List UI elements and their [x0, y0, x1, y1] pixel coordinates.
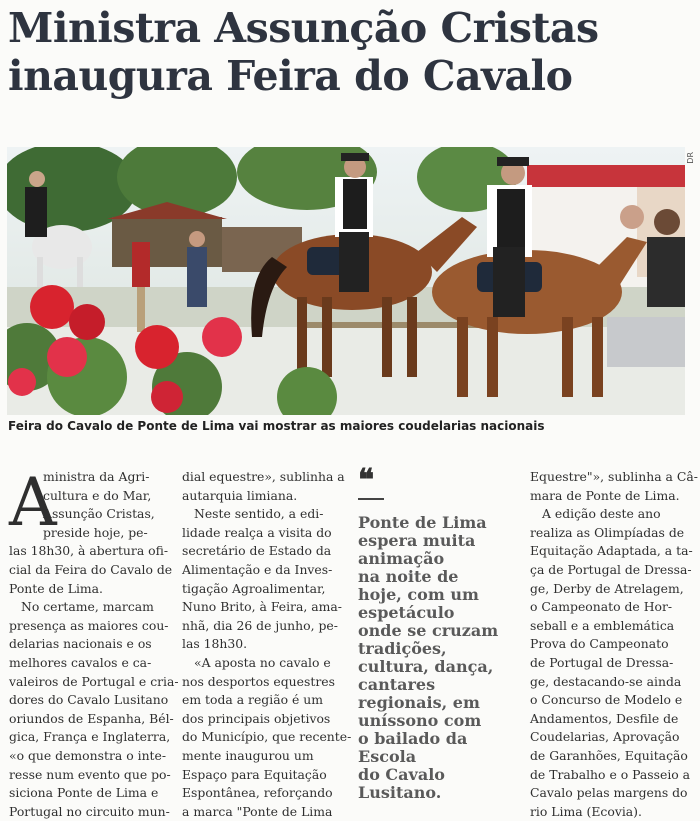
text-line: Portugal no circuito mun- — [9, 803, 170, 819]
text-line: No certame, marcam — [21, 599, 154, 615]
text-line: o Campeonato de Hor- — [530, 599, 673, 615]
text-line: nhã, dia 26 de junho, pe- — [182, 617, 338, 633]
quote-line: cultura, dança, — [358, 657, 494, 676]
quote-line: Escola — [358, 747, 417, 766]
headline — [8, 4, 698, 100]
text-line: Nuno Brito, à Feira, ama- — [182, 599, 342, 615]
headline-line-2: inaugura Feira do Cavalo — [8, 52, 573, 100]
photo-caption: Feira do Cavalo de Ponte de Lima vai mostrar as maiores coudelarias nacionais — [8, 419, 545, 433]
pull-quote — [358, 463, 518, 802]
horse-riders-illustration — [7, 147, 685, 415]
text-line: Coudelarias, Aprovação — [530, 729, 680, 745]
text-line: resse num evento que po- — [9, 766, 171, 782]
text-line: melhores cavalos e ca- — [9, 654, 152, 670]
quote-line: espera muita — [358, 531, 476, 550]
text-line: dos principais objetivos — [182, 710, 331, 726]
text-line: A edição deste ano — [542, 506, 661, 522]
text-line: ça de Portugal de Dressa- — [530, 561, 692, 577]
text-line: Prova do Campeonato — [530, 636, 669, 652]
quote-line: animação — [358, 549, 445, 568]
text-line: valeiros de Portugal e cria- — [9, 673, 179, 689]
quote-line: hoje, com um — [358, 585, 479, 604]
headline-line-1: Ministra Assunção Cristas — [8, 4, 599, 52]
quote-line: regionais, em — [358, 693, 480, 712]
text-line: de Garanhões, Equitação — [530, 747, 688, 763]
quote-line: na noite de — [358, 567, 459, 586]
quote-line: cantares — [358, 675, 436, 694]
text-line: las 18h30, à abertura ofi- — [9, 543, 169, 559]
quote-line: Lusitano. — [358, 783, 442, 802]
photo-credit: DR — [686, 152, 695, 164]
text-line: dores do Cavalo Lusitano — [9, 692, 169, 708]
text-line: de Trabalho e o Passeio a — [530, 766, 691, 782]
text-line: Espaço para Equitação — [182, 766, 327, 782]
quote-line: uníssono com — [358, 711, 482, 730]
text-line: Alimentação e da Inves- — [182, 561, 333, 577]
text-line: «o que demonstra o inte- — [9, 747, 167, 763]
article-photo — [7, 147, 685, 415]
article-column-1 — [9, 464, 179, 821]
text-line: oriundos de Espanha, Bél- — [9, 710, 174, 726]
text-line: de Portugal de Dressa- — [530, 654, 674, 670]
text-line: las 18h30. — [182, 636, 248, 652]
text-line: Equitação Adaptada, a ta- — [530, 543, 693, 559]
quote-line: tradições, — [358, 639, 447, 658]
quote-line: espetáculo — [358, 603, 455, 622]
article-column-2 — [182, 468, 352, 821]
quote-line: onde se cruzam — [358, 621, 499, 640]
text-line: gica, França e Inglaterra, — [9, 729, 171, 745]
text-line: Neste sentido, a edi- — [194, 506, 324, 522]
text-line: Ponte de Lima. — [9, 580, 103, 596]
text-line: delarias nacionais e os — [9, 636, 152, 652]
quote-line: o bailado da — [358, 729, 468, 748]
pull-quote-text — [358, 514, 518, 802]
text-line: Equestre"», sublinha a Câ- — [530, 469, 698, 484]
text-line: «A aposta no cavalo e — [194, 654, 331, 670]
text-line: preside hoje, pe- — [43, 524, 148, 540]
text-line: nos desportos equestres — [182, 673, 335, 689]
text-line: tigação Agroalimentar, — [182, 580, 326, 596]
text-line: dial equestre», sublinha a — [182, 469, 345, 484]
drop-cap: A — [9, 464, 57, 541]
quote-mark-icon: ❝ — [358, 463, 375, 498]
text-line: em toda a região é um — [182, 692, 323, 708]
text-line: cultura e do Mar, — [43, 487, 152, 503]
text-line: ge, destacando-se ainda — [530, 673, 682, 689]
quote-line: do Cavalo — [358, 765, 445, 784]
text-line: ge, Derby de Atrelagem, — [530, 580, 684, 596]
text-line: lidade realça a visita do — [182, 524, 332, 540]
text-line: realiza as Olimpíadas de — [530, 524, 685, 540]
text-line: Cavalo pelas margens do — [530, 785, 688, 801]
text-line: Andamentos, Desfile de — [530, 710, 679, 726]
text-line: a marca "Ponte de Lima — [182, 803, 333, 819]
text-line: do Município, que recente- — [182, 729, 352, 745]
text-line: seball e a emblemática — [530, 617, 675, 633]
article-column-4 — [530, 468, 698, 821]
text-line: secretário de Estado da — [182, 543, 332, 559]
text-line: o Concurso de Modelo e — [530, 692, 683, 708]
text-line: rio Lima (Ecovia). — [530, 803, 642, 819]
text-line: Espontânea, reforçando — [182, 785, 333, 801]
quote-line: Ponte de Lima — [358, 513, 487, 532]
text-line: mara de Ponte de Lima. — [530, 487, 680, 503]
text-line: ministra da Agri- — [43, 469, 150, 484]
text-line: mente inaugurou um — [182, 747, 314, 763]
text-line: siciona Ponte de Lima e — [9, 785, 159, 801]
quote-divider — [358, 498, 384, 500]
text-line: presença as maiores cou- — [9, 617, 169, 633]
text-line: autarquia limiana. — [182, 487, 298, 503]
text-line: Assunção Cristas, — [43, 506, 155, 522]
text-line: cial da Feira do Cavalo de — [9, 561, 173, 577]
